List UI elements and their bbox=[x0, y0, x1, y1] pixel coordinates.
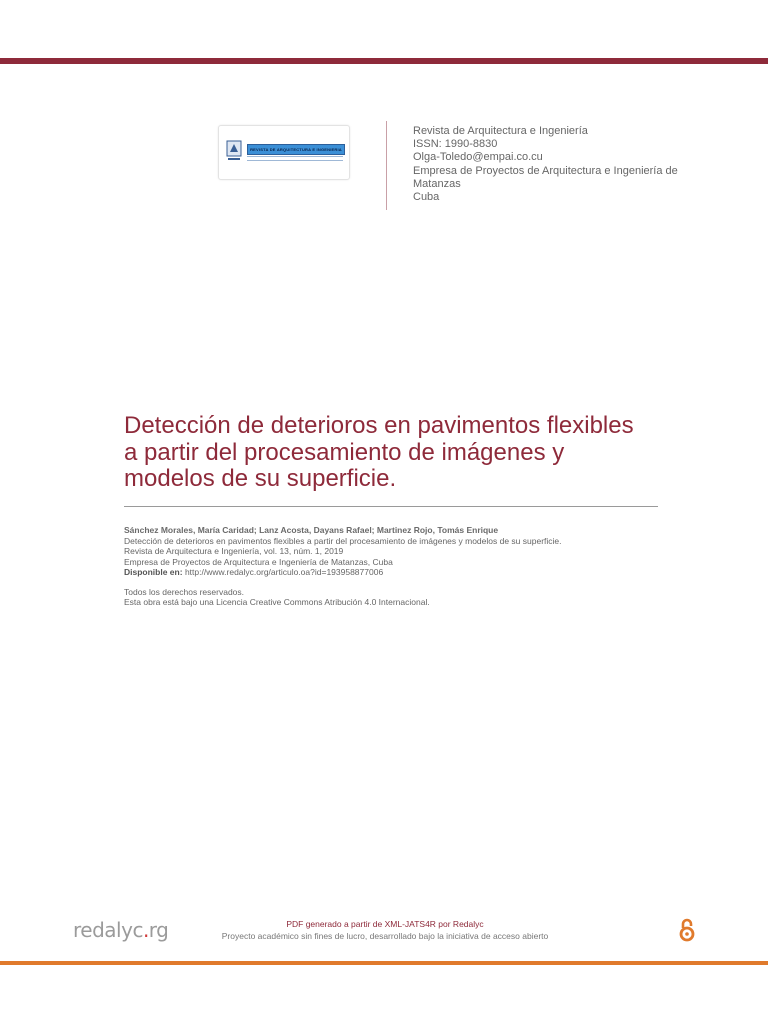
journal-logo-banner: REVISTA DE ARQUITECTURA E INGENIERIA bbox=[247, 144, 345, 155]
journal-email[interactable]: Olga-Toledo@empai.co.cu bbox=[413, 151, 543, 164]
available-url[interactable]: http://www.redalyc.org/articulo.oa?id=193958877006 bbox=[184, 567, 384, 577]
header-divider bbox=[386, 121, 387, 210]
redalyc-logo-left: re bbox=[73, 918, 93, 942]
article-title: Detección de deterioros en pavimentos flexibles a partir del procesamiento de imágenes y modelos de su superficie. bbox=[124, 412, 634, 492]
journal-country: Cuba bbox=[413, 191, 440, 204]
journal-emblem-icon bbox=[225, 140, 243, 162]
citation-license[interactable]: Esta obra está bajo una Licencia Creative Commons Atribución 4.0 Internacional. bbox=[124, 597, 430, 607]
bottom-accent-bar bbox=[0, 961, 768, 965]
citation-article-title: Detección de deterioros en pavimentos flexibles a partir del procesamiento de imágenes y modelos de su superficie. bbox=[124, 535, 562, 546]
journal-name: Revista de Arquitectura e Ingeniería bbox=[413, 125, 588, 137]
available-label: Disponible en: bbox=[124, 567, 183, 577]
footer-text bbox=[170, 919, 600, 942]
journal-logo bbox=[218, 125, 350, 180]
redalyc-logo-mid: dalyc bbox=[92, 918, 143, 942]
redalyc-logo[interactable] bbox=[73, 918, 168, 942]
citation-publisher: Empresa de Proyectos de Arquitectura e Ingeniería de Matanzas, Cuba bbox=[124, 556, 393, 567]
citation-block bbox=[124, 525, 624, 608]
journal-issn: ISSN: 1990-8830 bbox=[413, 138, 498, 151]
journal-info bbox=[413, 125, 703, 204]
citation-journal-ref: Revista de Arquitectura e Ingeniería, vol. 13, núm. 1, 2019 bbox=[124, 546, 344, 556]
footer-generated: PDF generado a partir de XML-JATS4R por Redalyc bbox=[286, 919, 484, 929]
title-rule bbox=[124, 506, 658, 507]
redalyc-logo-dot: . bbox=[142, 918, 149, 942]
journal-logo-subline bbox=[247, 156, 343, 161]
footer-project: Proyecto académico sin fines de lucro, desarrollado bajo la iniciativa de acceso abierto bbox=[221, 931, 549, 941]
top-accent-bar bbox=[0, 58, 768, 64]
citation-authors: Sánchez Morales, María Caridad; Lanz Acosta, Dayans Rafael; Martinez Rojo, Tomás Enrique bbox=[124, 525, 499, 535]
open-access-icon bbox=[676, 917, 698, 943]
citation-availability bbox=[124, 567, 624, 578]
citation-rights: Todos los derechos reservados. bbox=[124, 586, 245, 597]
redalyc-logo-end: rg bbox=[148, 918, 169, 942]
journal-publisher: Empresa de Proyectos de Arquitectura e Ingeniería de Matanzas bbox=[413, 164, 678, 190]
